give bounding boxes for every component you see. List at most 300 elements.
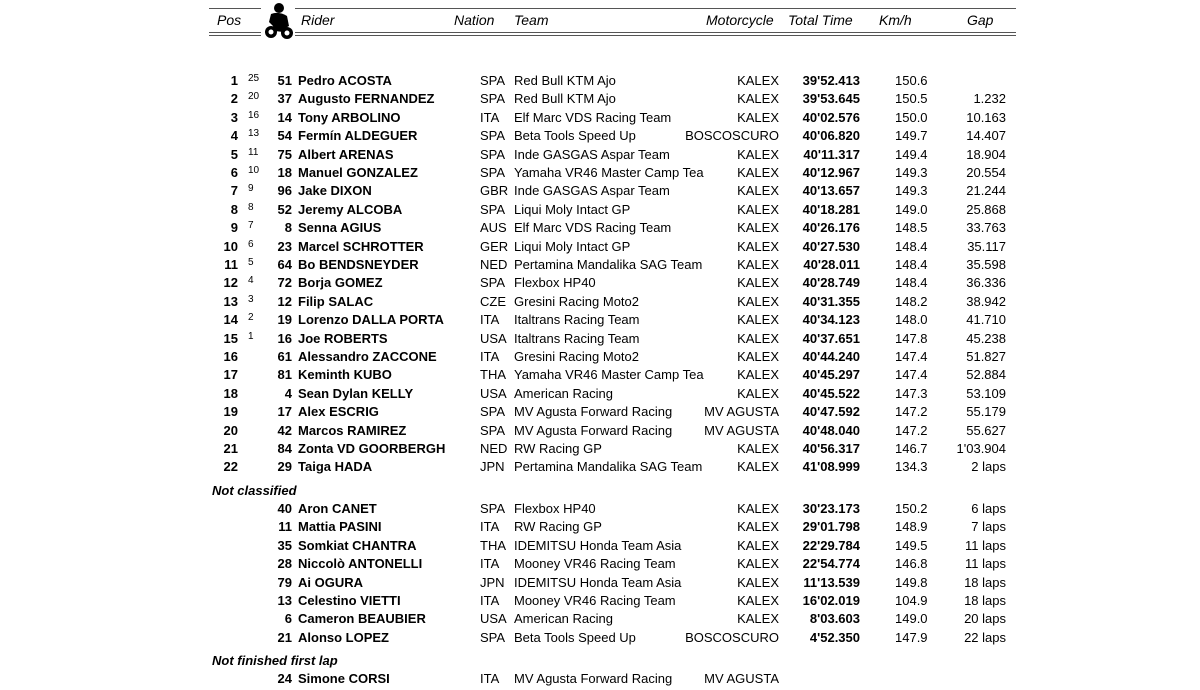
header-nation: Nation	[454, 12, 495, 28]
table-row	[0, 440, 1200, 458]
gap-cell: 25.868	[966, 202, 1006, 217]
rider-name-cell: Jake DIXON	[298, 183, 372, 198]
team-cell: Yamaha VR46 Master Camp Tea	[514, 165, 704, 180]
speed-cell: 104.9	[895, 593, 928, 608]
gap-cell: 36.336	[966, 275, 1006, 290]
position-cell: 7	[230, 183, 238, 198]
speed-cell: 148.5	[895, 220, 928, 235]
rider-number-cell: 79	[277, 575, 292, 590]
motorcycle-cell: KALEX	[737, 386, 779, 401]
rider-name-cell: Marcel SCHROTTER	[298, 239, 424, 254]
gap-cell: 22 laps	[964, 630, 1006, 645]
table-row	[0, 256, 1200, 274]
rider-name-cell: Tony ARBOLINO	[298, 110, 401, 125]
total-time-cell: 40'31.355	[802, 294, 860, 309]
position-cell: 12	[223, 275, 238, 290]
rider-name-cell: Marcos RAMIREZ	[298, 423, 407, 438]
team-cell: American Racing	[514, 386, 613, 401]
speed-cell: 148.4	[895, 239, 928, 254]
total-time-cell: 40'37.651	[802, 331, 860, 346]
total-time-cell: 40'34.123	[802, 312, 860, 327]
gap-cell: 6 laps	[971, 501, 1006, 516]
speed-cell: 148.2	[895, 294, 928, 309]
gap-cell: 53.109	[966, 386, 1006, 401]
nation-cell: SPA	[480, 501, 506, 516]
grid-position-cell: 10	[248, 165, 260, 176]
table-row	[0, 293, 1200, 311]
motorcycle-cell: KALEX	[737, 575, 779, 590]
speed-cell: 149.3	[895, 165, 928, 180]
team-cell: Elf Marc VDS Racing Team	[514, 220, 672, 235]
speed-cell: 148.4	[895, 257, 928, 272]
rider-number-cell: 37	[277, 91, 292, 106]
rider-number-cell: 8	[284, 220, 292, 235]
grid-position-cell: 2	[248, 312, 254, 323]
speed-cell: 147.4	[895, 349, 928, 364]
rider-number-cell: 84	[277, 441, 292, 456]
gap-cell: 2 laps	[971, 459, 1006, 474]
speed-cell: 149.0	[895, 202, 928, 217]
nation-cell: JPN	[480, 575, 505, 590]
team-cell: Liqui Moly Intact GP	[514, 202, 631, 217]
rider-name-cell: Ai OGURA	[298, 575, 363, 590]
gap-cell: 21.244	[966, 183, 1006, 198]
speed-cell: 149.5	[895, 538, 928, 553]
nation-cell: SPA	[480, 147, 506, 162]
gap-cell: 41.710	[966, 312, 1006, 327]
nation-cell: SPA	[480, 404, 506, 419]
table-row	[0, 555, 1200, 573]
rider-number-cell: 24	[277, 671, 292, 686]
table-row	[0, 311, 1200, 329]
rider-name-cell: Cameron BEAUBIER	[298, 611, 426, 626]
rider-number-cell: 4	[284, 386, 292, 401]
total-time-cell: 40'48.040	[802, 423, 860, 438]
rider-name-cell: Simone CORSI	[298, 671, 390, 686]
gap-cell: 35.598	[966, 257, 1006, 272]
rider-name-cell: Alex ESCRIG	[298, 404, 379, 419]
nation-cell: SPA	[480, 165, 506, 180]
rider-name-cell: Zonta VD GOORBERGH	[298, 441, 446, 456]
table-row	[0, 330, 1200, 348]
rider-name-cell: Fermín ALDEGUER	[298, 128, 418, 143]
grid-position-cell: 6	[248, 239, 254, 250]
table-row	[0, 109, 1200, 127]
nation-cell: USA	[480, 331, 507, 346]
motorcycle-cell: MV AGUSTA	[704, 423, 779, 438]
rider-number-cell: 42	[277, 423, 292, 438]
motorcycle-cell: KALEX	[737, 611, 779, 626]
team-cell: Italtrans Racing Team	[514, 312, 640, 327]
team-cell: MV Agusta Forward Racing	[514, 404, 673, 419]
table-row	[0, 629, 1200, 647]
rider-name-cell: Lorenzo DALLA PORTA	[298, 312, 444, 327]
nation-cell: CZE	[480, 294, 506, 309]
total-time-cell: 22'54.774	[802, 556, 860, 571]
position-cell: 19	[223, 404, 238, 419]
motorcycle-cell: BOSCOSCURO	[685, 630, 779, 645]
table-row	[0, 348, 1200, 366]
table-row	[0, 610, 1200, 628]
speed-cell: 149.4	[895, 147, 928, 162]
total-time-cell: 30'23.173	[802, 501, 860, 516]
speed-cell: 149.0	[895, 611, 928, 626]
position-cell: 9	[230, 220, 238, 235]
grid-position-cell: 13	[248, 128, 260, 139]
rider-number-cell: 40	[277, 501, 292, 516]
gap-cell: 38.942	[966, 294, 1006, 309]
team-cell: IDEMITSU Honda Team Asia	[514, 575, 682, 590]
nation-cell: ITA	[480, 671, 500, 686]
nation-cell: SPA	[480, 423, 506, 438]
motorcycle-cell: KALEX	[737, 556, 779, 571]
nation-cell: GBR	[480, 183, 509, 198]
header-team: Team	[514, 12, 549, 28]
rider-number-cell: 52	[277, 202, 292, 217]
rider-number-cell: 6	[284, 611, 292, 626]
table-row	[0, 219, 1200, 237]
total-time-cell: 40'45.297	[802, 367, 860, 382]
gap-cell: 18.904	[966, 147, 1006, 162]
table-header	[209, 0, 1016, 36]
grid-position-cell: 7	[248, 220, 254, 231]
motorcycle-rider-icon	[261, 2, 295, 40]
total-time-cell: 40'02.576	[802, 110, 860, 125]
total-time-cell: 11'13.539	[803, 575, 860, 590]
motorcycle-cell: KALEX	[737, 349, 779, 364]
nation-cell: USA	[480, 611, 507, 626]
team-cell: MV Agusta Forward Racing	[514, 423, 673, 438]
total-time-cell: 40'45.522	[802, 386, 860, 401]
header-motorcycle: Motorcycle	[706, 12, 774, 28]
position-cell: 1	[230, 73, 238, 88]
gap-cell: 1'03.904	[956, 441, 1006, 456]
motorcycle-cell: KALEX	[737, 91, 779, 106]
table-row	[0, 182, 1200, 200]
rider-name-cell: Niccolò ANTONELLI	[298, 556, 423, 571]
nation-cell: ITA	[480, 312, 500, 327]
not-classified-heading: Not classified	[212, 483, 297, 498]
position-cell: 5	[230, 147, 238, 162]
speed-cell: 148.0	[895, 312, 928, 327]
rider-name-cell: Pedro ACOSTA	[298, 73, 392, 88]
table-row	[0, 90, 1200, 108]
position-cell: 3	[230, 110, 238, 125]
rider-number-cell: 35	[277, 538, 292, 553]
header-bottom-rule	[209, 32, 1016, 33]
team-cell: Liqui Moly Intact GP	[514, 239, 631, 254]
table-row	[0, 500, 1200, 518]
rider-number-cell: 17	[277, 404, 292, 419]
rider-name-cell: Manuel GONZALEZ	[298, 165, 418, 180]
total-time-cell: 39'52.413	[802, 73, 860, 88]
gap-cell: 55.179	[966, 404, 1006, 419]
total-time-cell: 40'27.530	[802, 239, 860, 254]
speed-cell: 149.8	[895, 575, 928, 590]
gap-cell: 1.232	[973, 91, 1006, 106]
speed-cell: 150.0	[895, 110, 928, 125]
team-cell: Flexbox HP40	[514, 275, 596, 290]
not-finished-heading: Not finished first lap	[212, 653, 338, 668]
rider-number-cell: 13	[277, 593, 292, 608]
rider-name-cell: Keminth KUBO	[298, 367, 392, 382]
motorcycle-cell: KALEX	[737, 165, 779, 180]
nation-cell: SPA	[480, 202, 506, 217]
gap-cell: 20.554	[966, 165, 1006, 180]
total-time-cell: 40'44.240	[802, 349, 860, 364]
total-time-cell: 40'28.749	[802, 275, 860, 290]
grid-position-cell: 11	[248, 147, 259, 158]
table-row	[0, 422, 1200, 440]
rider-number-cell: 18	[277, 165, 292, 180]
total-time-cell: 29'01.798	[802, 519, 860, 534]
position-cell: 20	[223, 423, 238, 438]
team-cell: American Racing	[514, 611, 613, 626]
speed-cell: 150.2	[895, 501, 928, 516]
rider-name-cell: Jeremy ALCOBA	[298, 202, 403, 217]
motorcycle-cell: KALEX	[737, 312, 779, 327]
gap-cell: 33.763	[966, 220, 1006, 235]
rider-name-cell: Aron CANET	[298, 501, 377, 516]
speed-cell: 147.3	[895, 386, 928, 401]
gap-cell: 55.627	[966, 423, 1006, 438]
header-gap: Gap	[967, 12, 994, 28]
motorcycle-cell: KALEX	[737, 538, 779, 553]
total-time-cell: 40'12.967	[802, 165, 860, 180]
rider-number-cell: 64	[277, 257, 292, 272]
position-cell: 13	[223, 294, 238, 309]
speed-cell: 149.3	[895, 183, 928, 198]
nation-cell: JPN	[480, 459, 505, 474]
motorcycle-cell: MV AGUSTA	[704, 671, 779, 686]
nation-cell: ITA	[480, 110, 500, 125]
speed-cell: 146.8	[895, 556, 928, 571]
nation-cell: SPA	[480, 73, 506, 88]
motorcycle-cell: KALEX	[737, 367, 779, 382]
total-time-cell: 8'03.603	[809, 611, 860, 626]
team-cell: MV Agusta Forward Racing	[514, 671, 673, 686]
rider-name-cell: Mattia PASINI	[298, 519, 382, 534]
motorcycle-cell: KALEX	[737, 519, 779, 534]
speed-cell: 146.7	[895, 441, 928, 456]
motorcycle-cell: KALEX	[737, 239, 779, 254]
motorcycle-cell: KALEX	[737, 220, 779, 235]
speed-cell: 134.3	[895, 459, 928, 474]
team-cell: Inde GASGAS Aspar Team	[514, 147, 670, 162]
rider-name-cell: Joe ROBERTS	[298, 331, 388, 346]
speed-cell: 148.9	[895, 519, 928, 534]
motorcycle-cell: KALEX	[737, 459, 779, 474]
motorcycle-cell: KALEX	[737, 202, 779, 217]
table-row	[0, 164, 1200, 182]
rider-number-cell: 96	[277, 183, 292, 198]
nation-cell: ITA	[480, 519, 500, 534]
gap-cell: 35.117	[967, 239, 1006, 254]
team-cell: Flexbox HP40	[514, 501, 596, 516]
nation-cell: SPA	[480, 630, 506, 645]
motorcycle-cell: MV AGUSTA	[704, 404, 779, 419]
rider-number-cell: 21	[277, 630, 292, 645]
motorcycle-cell: KALEX	[737, 183, 779, 198]
rider-number-cell: 54	[277, 128, 292, 143]
rider-number-cell: 11	[278, 519, 292, 534]
table-row	[0, 385, 1200, 403]
speed-cell: 147.4	[895, 367, 928, 382]
position-cell: 4	[230, 128, 238, 143]
team-cell: Elf Marc VDS Racing Team	[514, 110, 672, 125]
speed-cell: 149.7	[895, 128, 928, 143]
motorcycle-cell: KALEX	[737, 331, 779, 346]
rider-name-cell: Taiga HADA	[298, 459, 373, 474]
grid-position-cell: 4	[248, 275, 254, 286]
nation-cell: USA	[480, 386, 507, 401]
grid-position-cell: 16	[248, 110, 260, 121]
rider-number-cell: 72	[277, 275, 292, 290]
rider-name-cell: Albert ARENAS	[298, 147, 394, 162]
nation-cell: ITA	[480, 556, 500, 571]
position-cell: 15	[223, 331, 238, 346]
header-bottom-rule-2	[209, 35, 1016, 36]
position-cell: 10	[223, 239, 238, 254]
nation-cell: GER	[480, 239, 509, 254]
gap-cell: 45.238	[966, 331, 1006, 346]
motorcycle-cell: KALEX	[737, 257, 779, 272]
gap-cell: 18 laps	[964, 593, 1006, 608]
rider-number-cell: 75	[277, 147, 292, 162]
total-time-cell: 40'13.657	[802, 183, 860, 198]
team-cell: Red Bull KTM Ajo	[514, 91, 616, 106]
rider-number-cell: 29	[277, 459, 292, 474]
rider-name-cell: Sean Dylan KELLY	[298, 386, 414, 401]
speed-cell: 147.8	[895, 331, 928, 346]
table-row	[0, 458, 1200, 476]
position-cell: 8	[230, 202, 238, 217]
gap-cell: 52.884	[966, 367, 1006, 382]
table-row	[0, 592, 1200, 610]
header-pos: Pos	[217, 12, 242, 28]
motorcycle-cell: KALEX	[737, 501, 779, 516]
table-row	[0, 670, 1200, 688]
gap-cell: 10.163	[966, 110, 1006, 125]
table-row	[0, 127, 1200, 145]
total-time-cell: 40'28.011	[803, 257, 860, 272]
total-time-cell: 40'11.317	[803, 147, 860, 162]
motorcycle-cell: KALEX	[737, 294, 779, 309]
team-cell: IDEMITSU Honda Team Asia	[514, 538, 682, 553]
position-cell: 11	[224, 257, 238, 272]
motorcycle-cell: KALEX	[737, 593, 779, 608]
gap-cell: 11 laps	[965, 556, 1006, 571]
table-row	[0, 238, 1200, 256]
speed-cell: 150.5	[895, 91, 928, 106]
team-cell: RW Racing GP	[514, 441, 602, 456]
position-cell: 2	[230, 91, 238, 106]
rider-name-cell: Borja GOMEZ	[298, 275, 383, 290]
header-top-rule	[209, 8, 1016, 9]
motorcycle-cell: KALEX	[737, 275, 779, 290]
rider-number-cell: 23	[277, 239, 292, 254]
table-row	[0, 201, 1200, 219]
table-row	[0, 72, 1200, 90]
rider-name-cell: Augusto FERNANDEZ	[298, 91, 435, 106]
nation-cell: AUS	[480, 220, 507, 235]
rider-name-cell: Somkiat CHANTRA	[298, 538, 417, 553]
nation-cell: SPA	[480, 128, 506, 143]
team-cell: Mooney VR46 Racing Team	[514, 556, 676, 571]
nation-cell: ITA	[480, 349, 500, 364]
gap-cell: 51.827	[966, 349, 1006, 364]
total-time-cell: 40'47.592	[802, 404, 860, 419]
nation-cell: SPA	[480, 275, 506, 290]
team-cell: Pertamina Mandalika SAG Team	[514, 459, 703, 474]
motorcycle-cell: KALEX	[737, 441, 779, 456]
motorcycle-cell: KALEX	[737, 73, 779, 88]
table-row	[0, 403, 1200, 421]
speed-cell: 147.2	[895, 423, 928, 438]
gap-cell: 11 laps	[965, 538, 1006, 553]
grid-position-cell: 1	[248, 331, 254, 342]
table-row	[0, 518, 1200, 536]
nation-cell: NED	[480, 441, 508, 456]
position-cell: 17	[223, 367, 238, 382]
position-cell: 22	[223, 459, 238, 474]
team-cell: Yamaha VR46 Master Camp Tea	[514, 367, 704, 382]
rider-name-cell: Alessandro ZACCONE	[298, 349, 437, 364]
grid-position-cell: 3	[248, 294, 254, 305]
table-row	[0, 537, 1200, 555]
motorcycle-cell: KALEX	[737, 110, 779, 125]
rider-number-cell: 81	[277, 367, 292, 382]
gap-cell: 14.407	[966, 128, 1006, 143]
rider-name-cell: Filip SALAC	[298, 294, 374, 309]
gap-cell: 18 laps	[964, 575, 1006, 590]
header-total-time: Total Time	[788, 12, 853, 28]
team-cell: Inde GASGAS Aspar Team	[514, 183, 670, 198]
total-time-cell: 40'18.281	[802, 202, 860, 217]
table-row	[0, 274, 1200, 292]
motorcycle-cell: KALEX	[737, 147, 779, 162]
total-time-cell: 39'53.645	[802, 91, 860, 106]
gap-cell: 7 laps	[971, 519, 1006, 534]
grid-position-cell: 5	[248, 257, 254, 268]
team-cell: Red Bull KTM Ajo	[514, 73, 616, 88]
header-kmh: Km/h	[879, 12, 912, 28]
table-row	[0, 574, 1200, 592]
total-time-cell: 41'08.999	[802, 459, 860, 474]
team-cell: Mooney VR46 Racing Team	[514, 593, 676, 608]
team-cell: Pertamina Mandalika SAG Team	[514, 257, 703, 272]
nation-cell: SPA	[480, 91, 506, 106]
team-cell: Gresini Racing Moto2	[514, 294, 639, 309]
rider-number-cell: 14	[277, 110, 292, 125]
rider-number-cell: 16	[277, 331, 292, 346]
total-time-cell: 16'02.019	[802, 593, 860, 608]
position-cell: 21	[223, 441, 238, 456]
speed-cell: 147.2	[895, 404, 928, 419]
rider-name-cell: Alonso LOPEZ	[298, 630, 389, 645]
grid-position-cell: 25	[248, 73, 260, 84]
team-cell: Italtrans Racing Team	[514, 331, 640, 346]
total-time-cell: 40'56.317	[802, 441, 860, 456]
team-cell: RW Racing GP	[514, 519, 602, 534]
rider-number-cell: 28	[277, 556, 292, 571]
table-row	[0, 146, 1200, 164]
rider-number-cell: 61	[277, 349, 292, 364]
rider-name-cell: Celestino VIETTI	[298, 593, 401, 608]
rider-name-cell: Senna AGIUS	[298, 220, 382, 235]
nation-cell: NED	[480, 257, 508, 272]
total-time-cell: 22'29.784	[802, 538, 860, 553]
